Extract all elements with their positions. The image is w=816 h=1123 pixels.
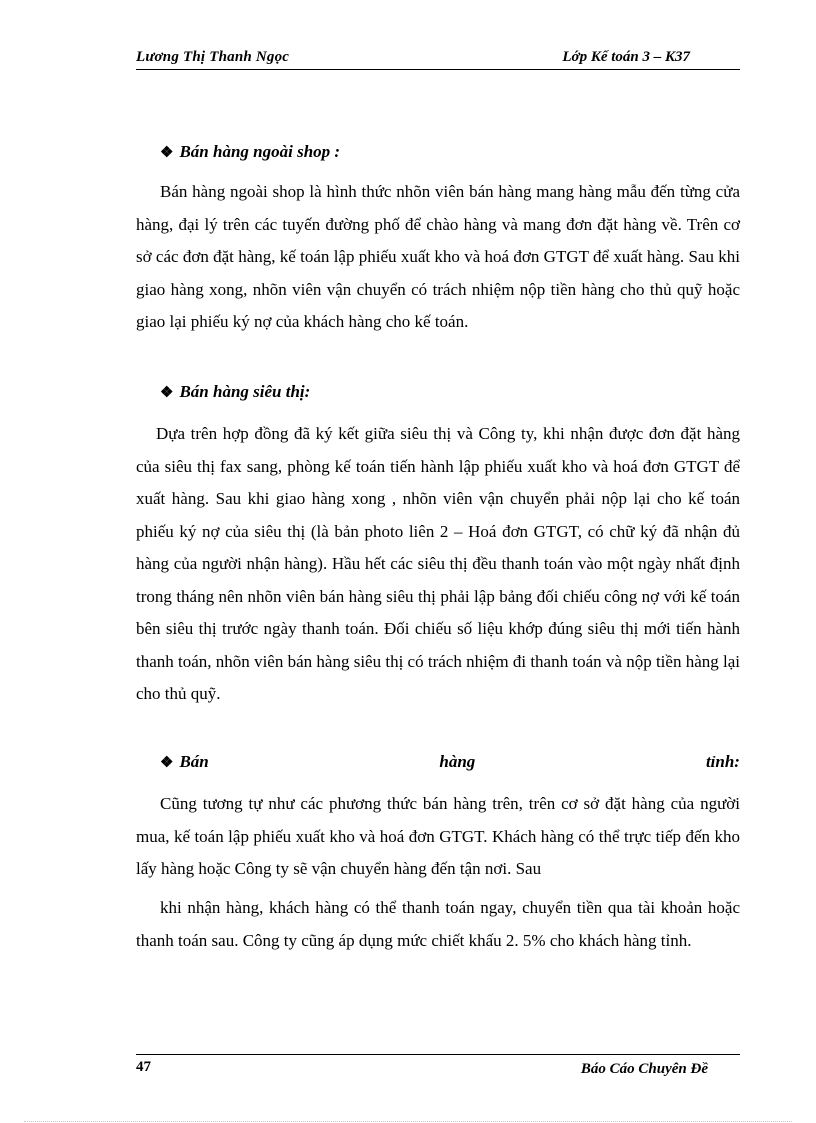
heading-word: hàng	[439, 752, 476, 771]
diamond-bullet-icon: ❖	[160, 755, 174, 771]
section-heading-text: Bán hàng ngoài shop :	[179, 142, 341, 161]
page-bottom-divider	[24, 1121, 792, 1122]
section-paragraph-province-a: Cũng tương tự như các phương thức bán hàng trên, trên cơ sở đặt hàng của người mua, kế toán lập phiếu xuất kho và hoá đơn GTGT. Khách hàng có thể trực tiếp đến kho lấy hàng hoặc Công ty sẽ vận chuyển hàng đến tận nơi. Sau	[136, 794, 740, 878]
section-paragraph-province-b: khi nhận hàng, khách hàng có thể thanh toán ngay, chuyển tiền qua tài khoản hoặc thanh toán sau. Công ty cũng áp dụng mức chiết khấu 2. 5% cho khách hàng tỉnh.	[136, 898, 740, 950]
class-name: Lớp Kế toán 3 – K37	[562, 49, 690, 65]
page-header	[136, 49, 740, 70]
section-heading-shop	[160, 142, 340, 162]
section-paragraph-supermarket: Dựa trên hợp đồng đã ký kết giữa siêu thị và Công ty, khi nhận được đơn đặt hàng của siêu thị fax sang, phòng kế toán tiến hành lập phiếu xuất kho và hoá đơn GTGT để xuất hàng. Sau khi giao hàng xong , nhõn viên vận chuyển phải nộp lại cho kế toán phiếu ký nợ của siêu thị (là bản photo liên 2 – Hoá đơn GTGT, có chữ ký đã nhận đủ hàng của người nhận hàng). Hầu hết các siêu thị đều thanh toán vào một ngày nhất định trong tháng nên nhõn viên bán hàng siêu thị phải lập bảng đối chiếu công nợ với kế toán bên siêu thị trước ngày thanh toán. Đối chiếu số liệu khớp đúng siêu thị mới tiến hành thanh toán, nhõn viên bán hàng siêu thị có trách nhiệm đi thanh toán và nộp tiền hàng lại cho thủ quỹ.	[136, 424, 740, 703]
heading-word: Bán	[179, 752, 209, 771]
section-heading-supermarket	[160, 382, 310, 402]
diamond-bullet-icon: ❖	[160, 145, 174, 161]
page-footer	[136, 1054, 740, 1079]
section-heading-province	[160, 752, 740, 772]
diamond-bullet-icon: ❖	[160, 385, 174, 401]
section-paragraph-shop: Bán hàng ngoài shop là hình thức nhõn viên bán hàng mang hàng mẫu đến từng cửa hàng, đại lý trên các tuyến đường phố để chào hàng và mang đơn đặt hàng về. Trên cơ sở các đơn đặt hàng, kế toán lập phiếu xuất kho và hoá đơn GTGT để xuất hàng. Sau khi giao hàng xong, nhõn viên vận chuyển có trách nhiệm nộp tiền hàng cho thủ quỹ hoặc giao lại phiếu ký nợ của khách hàng cho kế toán.	[136, 182, 740, 331]
report-title: Báo Cáo Chuyên Đề	[580, 1061, 708, 1077]
section-heading-text: Bán hàng siêu thị:	[179, 382, 311, 401]
heading-word: tỉnh:	[705, 752, 740, 771]
author-name: Lương Thị Thanh Ngọc	[136, 49, 290, 65]
page-number: 47	[136, 1059, 151, 1075]
